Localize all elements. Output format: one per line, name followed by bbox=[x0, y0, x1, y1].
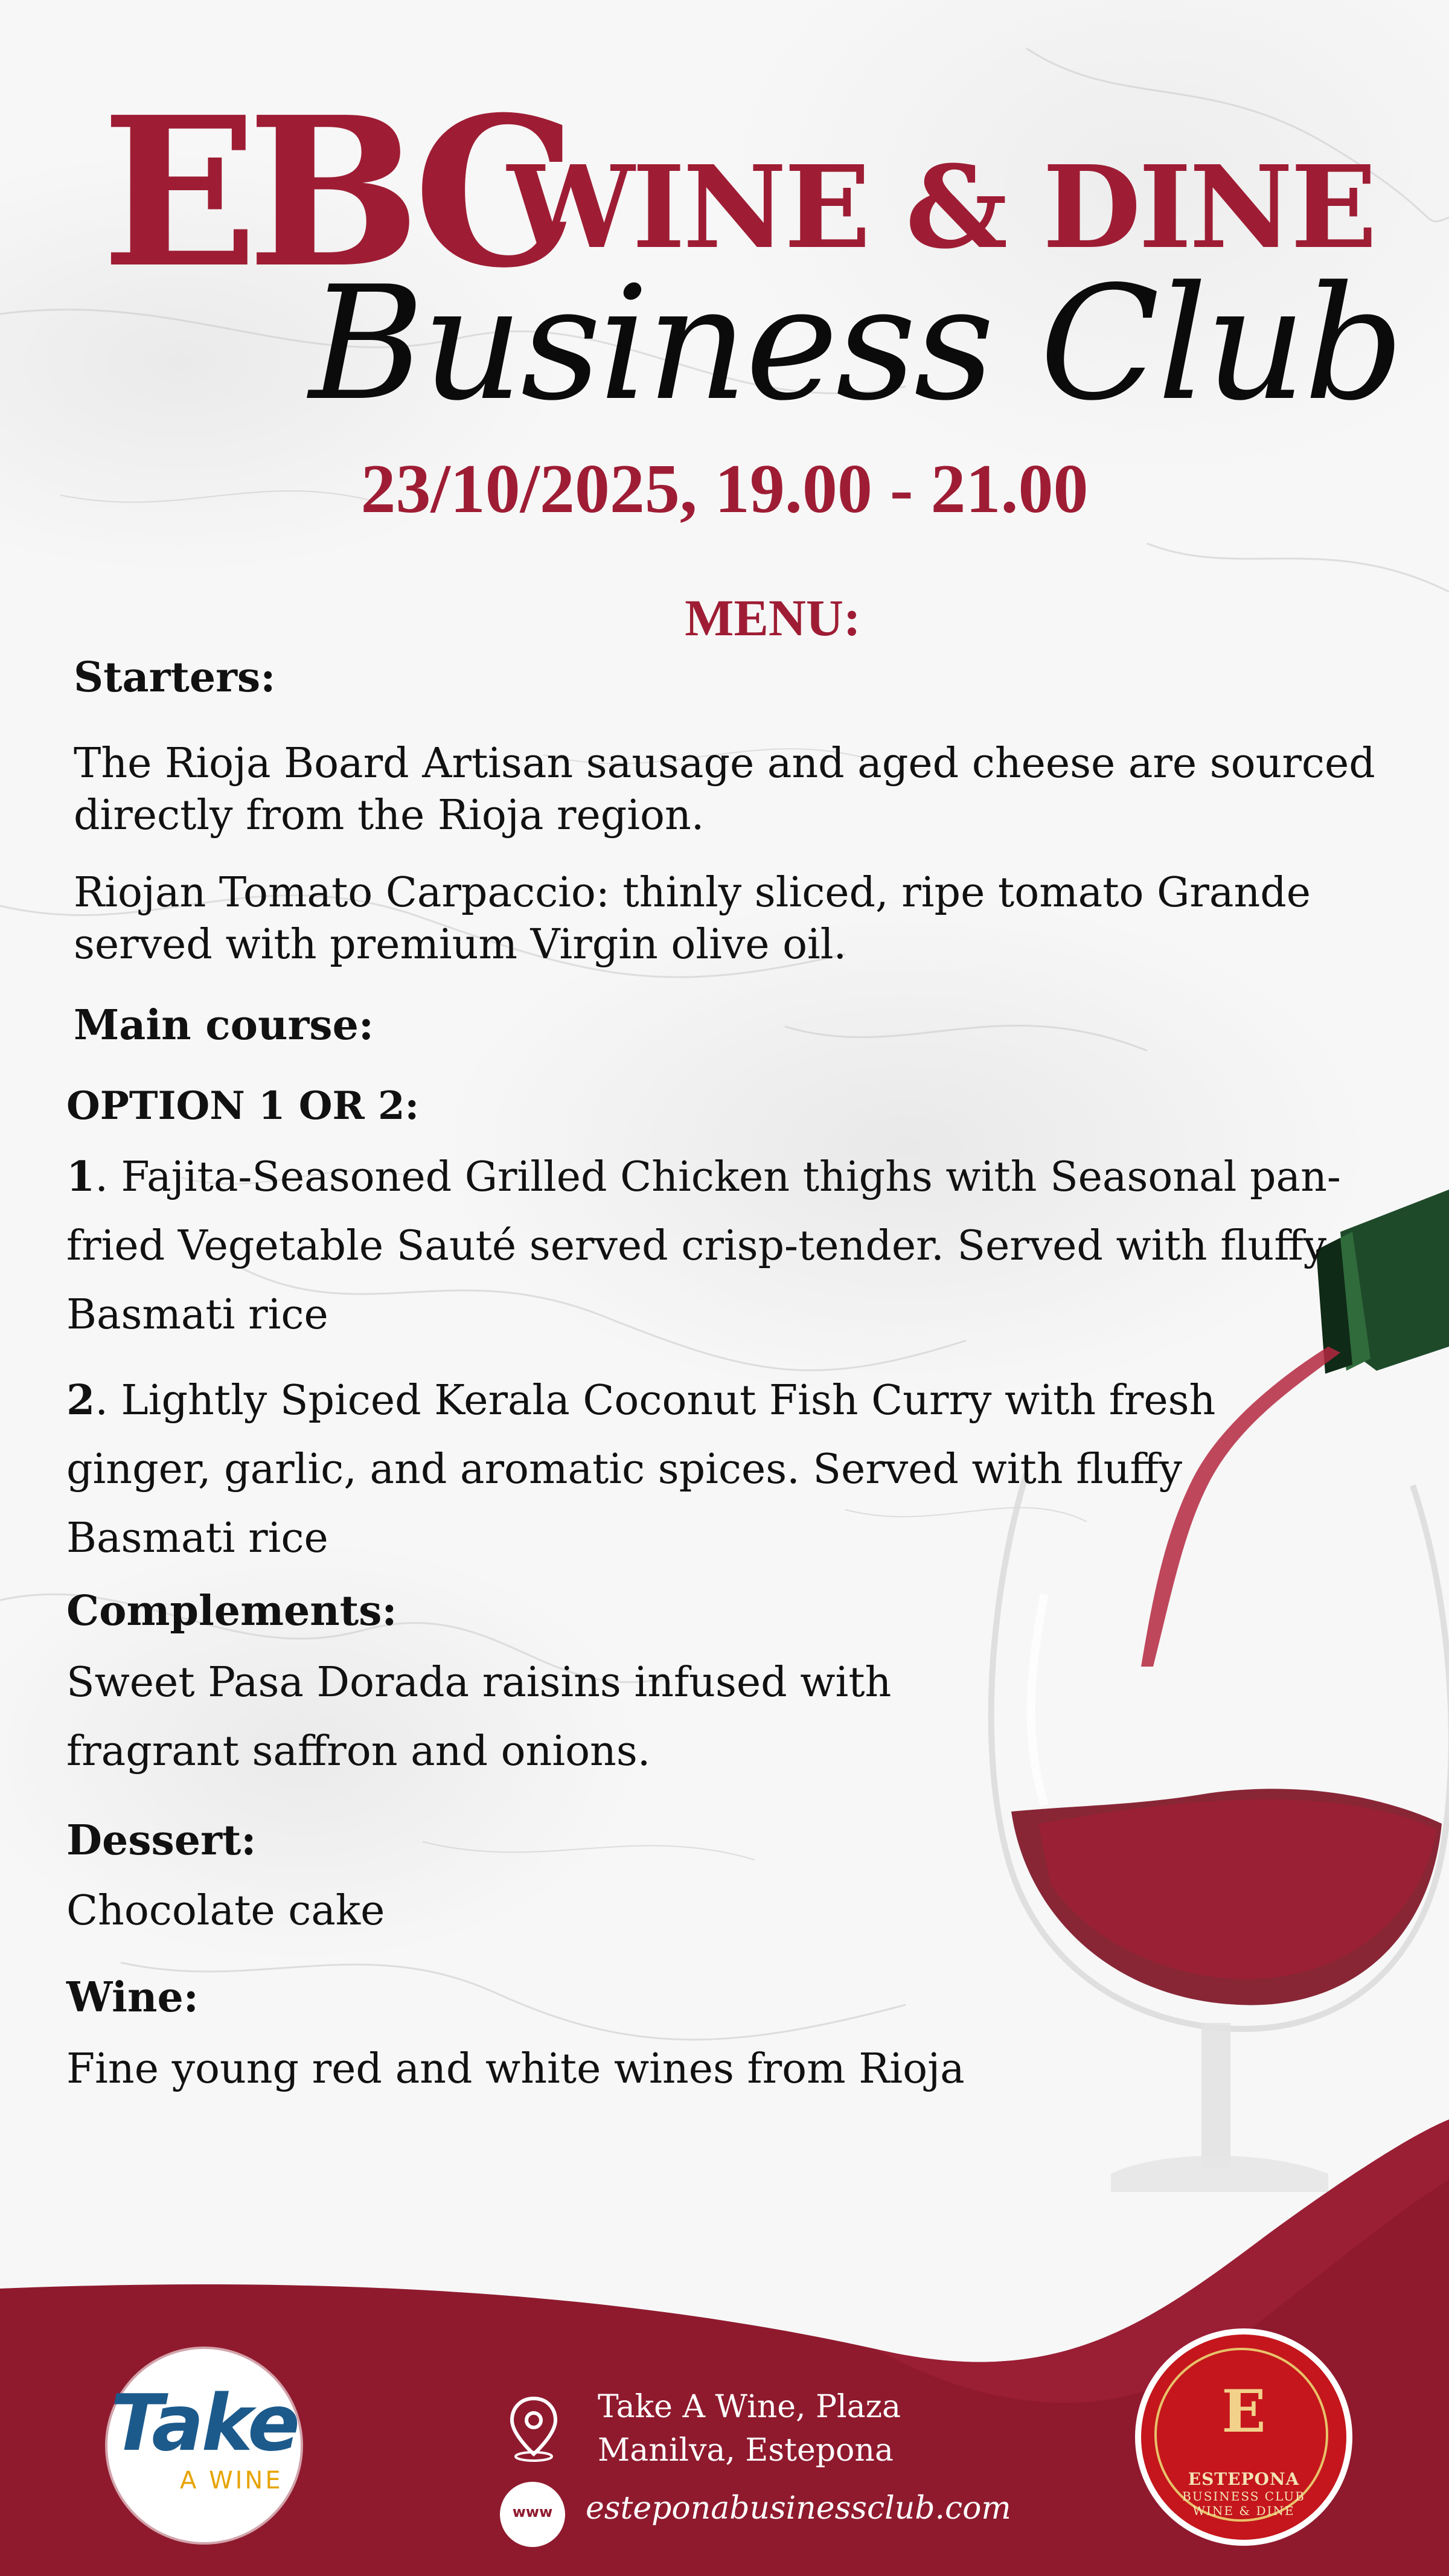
wine-glass-icon bbox=[991, 1473, 1449, 2192]
address-line-2: Manilva, Estepona bbox=[598, 2432, 894, 2469]
brand-title: EBC bbox=[101, 72, 566, 313]
wine-heading: Wine: bbox=[66, 1973, 199, 2022]
starters-item-2 bbox=[74, 867, 1402, 971]
option-1-number: 1 bbox=[66, 1153, 95, 1201]
menu-title: MENU: bbox=[685, 589, 861, 647]
location-pin-icon bbox=[508, 2396, 559, 2462]
option-2-line: Basmati rice bbox=[66, 1514, 328, 1562]
wine-text: Fine young red and white wines from Rioja bbox=[66, 2045, 965, 2093]
badge-line-1: ESTEPONA bbox=[1188, 2469, 1300, 2489]
club-script-title: Business Club bbox=[309, 253, 1402, 435]
option-2-line: ginger, garlic, and aromatic spices. Served with fluffy bbox=[66, 1446, 1183, 1493]
complements-line: Sweet Pasa Dorada raisins infused with bbox=[66, 1659, 892, 1706]
venue-address bbox=[598, 2385, 901, 2472]
take-logo-word: Take bbox=[110, 2379, 298, 2469]
option-1-line: Basmati rice bbox=[66, 1291, 328, 1339]
website-link[interactable]: esteponabusinessclub.com bbox=[586, 2490, 1011, 2526]
option-2 bbox=[66, 1366, 1274, 1573]
dessert-text: Chocolate cake bbox=[66, 1887, 385, 1935]
option-1 bbox=[66, 1142, 1383, 1350]
www-label: www bbox=[512, 2504, 553, 2520]
address-line-1: Take A Wine, Plaza bbox=[598, 2389, 901, 2425]
main-course-heading: Main course: bbox=[74, 1001, 374, 1049]
option-2-line: . Lightly Spiced Kerala Coconut Fish Curry with fresh bbox=[95, 1377, 1216, 1424]
starter-line: served with premium Virgin olive oil. bbox=[74, 921, 847, 969]
option-1-line: . Fajita-Seasoned Grilled Chicken thighs with Seasonal pan- bbox=[95, 1153, 1341, 1201]
event-datetime: 23/10/2025, 19.00 - 21.00 bbox=[360, 450, 1089, 528]
dessert-heading: Dessert: bbox=[66, 1816, 257, 1865]
starter-line: The Rioja Board Artisan sausage and aged cheese are sourced bbox=[74, 740, 1375, 787]
starters-heading: Starters: bbox=[74, 653, 276, 702]
brand-subtitle: WINE & DINE bbox=[507, 141, 1375, 274]
complements-heading: Complements: bbox=[66, 1587, 397, 1635]
badge-line-3: WINE & DINE bbox=[1192, 2504, 1295, 2518]
starter-line: directly from the Rioja region. bbox=[74, 792, 705, 839]
badge-line-2: BUSINESS CLUB bbox=[1182, 2489, 1305, 2504]
option-label: OPTION 1 OR 2: bbox=[66, 1083, 420, 1129]
starters-item-1 bbox=[74, 738, 1402, 842]
estepona-business-club-badge[interactable] bbox=[1141, 2334, 1346, 2540]
www-globe-icon bbox=[500, 2482, 565, 2547]
take-logo-sub: A WINE bbox=[180, 2467, 283, 2494]
complements-line: fragrant saffron and onions. bbox=[66, 1728, 651, 1775]
option-2-number: 2 bbox=[66, 1376, 95, 1424]
starter-line: Riojan Tomato Carpaccio: thinly sliced, ripe tomato Grande bbox=[74, 869, 1311, 917]
complements-text bbox=[66, 1648, 972, 1786]
option-1-line: fried Vegetable Sauté served crisp-tender. Served with fluffy bbox=[66, 1222, 1327, 1270]
badge-letter: E bbox=[1221, 2377, 1266, 2446]
take-a-wine-logo[interactable] bbox=[107, 2349, 301, 2542]
